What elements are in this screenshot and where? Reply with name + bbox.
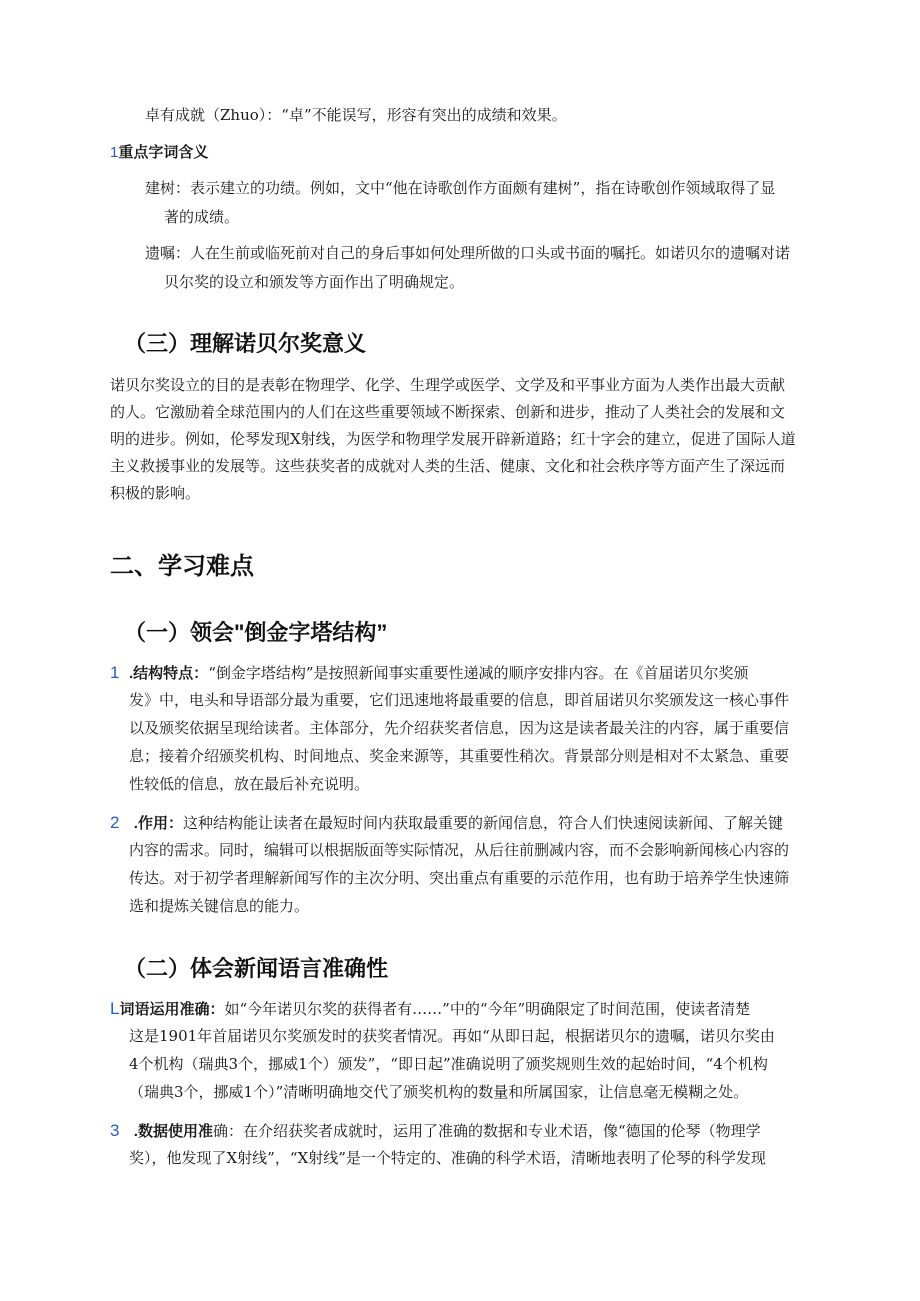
data-usage-line1 — [110, 1116, 761, 1146]
word-usage-text: 如“今年诺贝尔奖的获得者有……”中的“今年”明确限定了时间范围，使读者清楚 — [224, 1000, 751, 1018]
section-3-line: 诺贝尔奖设立的目的是表彰在物理学、化学、生理学或医学、文学及和平事业方面为人类作出最大贡献 — [110, 376, 786, 394]
function-line: 内容的需求。同时，编辑可以根据版面等实际情况，从后往前删减内容，而不会影响新闻核心内容的 — [129, 841, 790, 859]
data-usage-label: .数据使用准 — [133, 1123, 213, 1140]
structure-feature-line: 性较低的信息，放在最后补充说明。 — [129, 775, 370, 793]
structure-feature-text: “倒金字塔结构”是按照新闻事实重要性递减的顺序安排内容。在《首届诺贝尔奖颁 — [208, 664, 749, 682]
function-line: 选和提炼关键信息的能力。 — [129, 897, 310, 915]
data-usage-line: 奖），他发现了X射线”，“X射线”是一个特定的、准确的科学术语，清晰地表明了伦琴的科学发现 — [129, 1149, 766, 1167]
structure-feature-line1 — [110, 658, 749, 688]
sub-1-heading: （一）领会"倒金字塔结构” — [124, 620, 388, 645]
key-words-heading — [110, 138, 208, 167]
key-words-marker: 1 — [110, 144, 119, 161]
yizhu-definition-line1: 遗嘱：人在生前或临死前对自己的身后事如何处理所做的口头或书面的嘱托。如诺贝尔的遗嘱对诺 — [145, 244, 791, 262]
section-3-line: 主义救援事业的发展等。这些获奖者的成就对人类的生活、健康、文化和社会秩序等方面产生了深远而 — [110, 457, 786, 475]
word-usage-line: 4个机构（瑞典3个，挪威1个）颁发”，“即日起”准确说明了颁奖规则生效的起始时间，“4个机构 — [129, 1055, 768, 1073]
item-l-marker: L — [110, 999, 120, 1018]
key-words-heading-text: 重点字词含义 — [118, 144, 209, 161]
yizhu-definition-line2: 贝尔奖的设立和颁发等方面作出了明确规定。 — [164, 273, 465, 291]
function-line: 传达。对于初学者理解新闻写作的主次分明、突出重点有重要的示范作用，也有助于培养学生快速筛 — [129, 869, 790, 887]
zhuo-definition: 卓有成就（Zhuo）：“卓”不能误写，形容有突出的成绩和效果。 — [145, 106, 567, 124]
part-2-heading: 二、学习难点 — [110, 553, 254, 580]
data-usage-label-tail: 确： — [212, 1122, 243, 1140]
function-text: 这种结构能让读者在最短时间内获取最重要的新闻信息，符合人们快速阅读新闻、了解关键 — [182, 814, 783, 832]
sub-2-heading: （二）体会新闻语言准确性 — [124, 956, 389, 981]
section-3-line: 的人。它激励着全球范围内的人们在这些重要领域不断探索、创新和进步，推动了人类社会的发展和文 — [110, 403, 786, 421]
word-usage-line: （瑞典3个，挪威1个）”清晰明确地交代了颁奖机构的数量和所属国家，让信息毫无模糊之处。 — [129, 1083, 749, 1101]
section-3-line: 积极的影响。 — [110, 484, 201, 502]
jianshu-definition-line1: 建树：表示建立的功绩。例如，文中“他在诗歌创作方面颇有建树”，指在诗歌创作领域取得了显 — [145, 179, 776, 197]
word-usage-label: 词语运用准确： — [119, 1001, 225, 1018]
structure-feature-label: .结构特点： — [129, 665, 209, 682]
data-usage-text: 在介绍获奖者成就时，运用了准确的数据和专业术语，像“德国的伦琴（物理学 — [242, 1122, 761, 1140]
structure-feature-line: 息；接着介绍颁奖机构、时间地点、奖金来源等，其重要性稍次。背景部分则是相对不太紧急、重要 — [129, 747, 790, 765]
section-3-heading: （三）理解诺贝尔奖意义 — [124, 331, 367, 356]
structure-feature-line: 以及颁奖依据呈现给读者。主体部分，先介绍获奖者信息，因为这是读者最关注的内容，属于重要信 — [129, 719, 790, 737]
jianshu-definition-line2: 著的成绩。 — [164, 208, 240, 226]
item-2-marker: 2 — [110, 813, 120, 832]
word-usage-line1 — [110, 994, 750, 1024]
function-line1 — [110, 808, 783, 838]
word-usage-line: 这是1901年首届诺贝尔奖颁发时的获奖者情况。再如“从即日起，根据诺贝尔的遗嘱，诺贝尔奖由 — [129, 1027, 775, 1045]
structure-feature-line: 发》中，电头和导语部分最为重要，它们迅速地将最重要的信息，即首届诺贝尔奖颁发这一核心事件 — [129, 691, 790, 709]
function-label: .作用： — [133, 815, 183, 832]
section-3-line: 明的进步。例如，伦琴发现X射线，为医学和物理学发展开辟新道路；红十字会的建立，促进了国际人道 — [110, 430, 796, 448]
item-1-marker: 1 — [110, 663, 120, 682]
item-3-marker: 3 — [110, 1121, 120, 1140]
